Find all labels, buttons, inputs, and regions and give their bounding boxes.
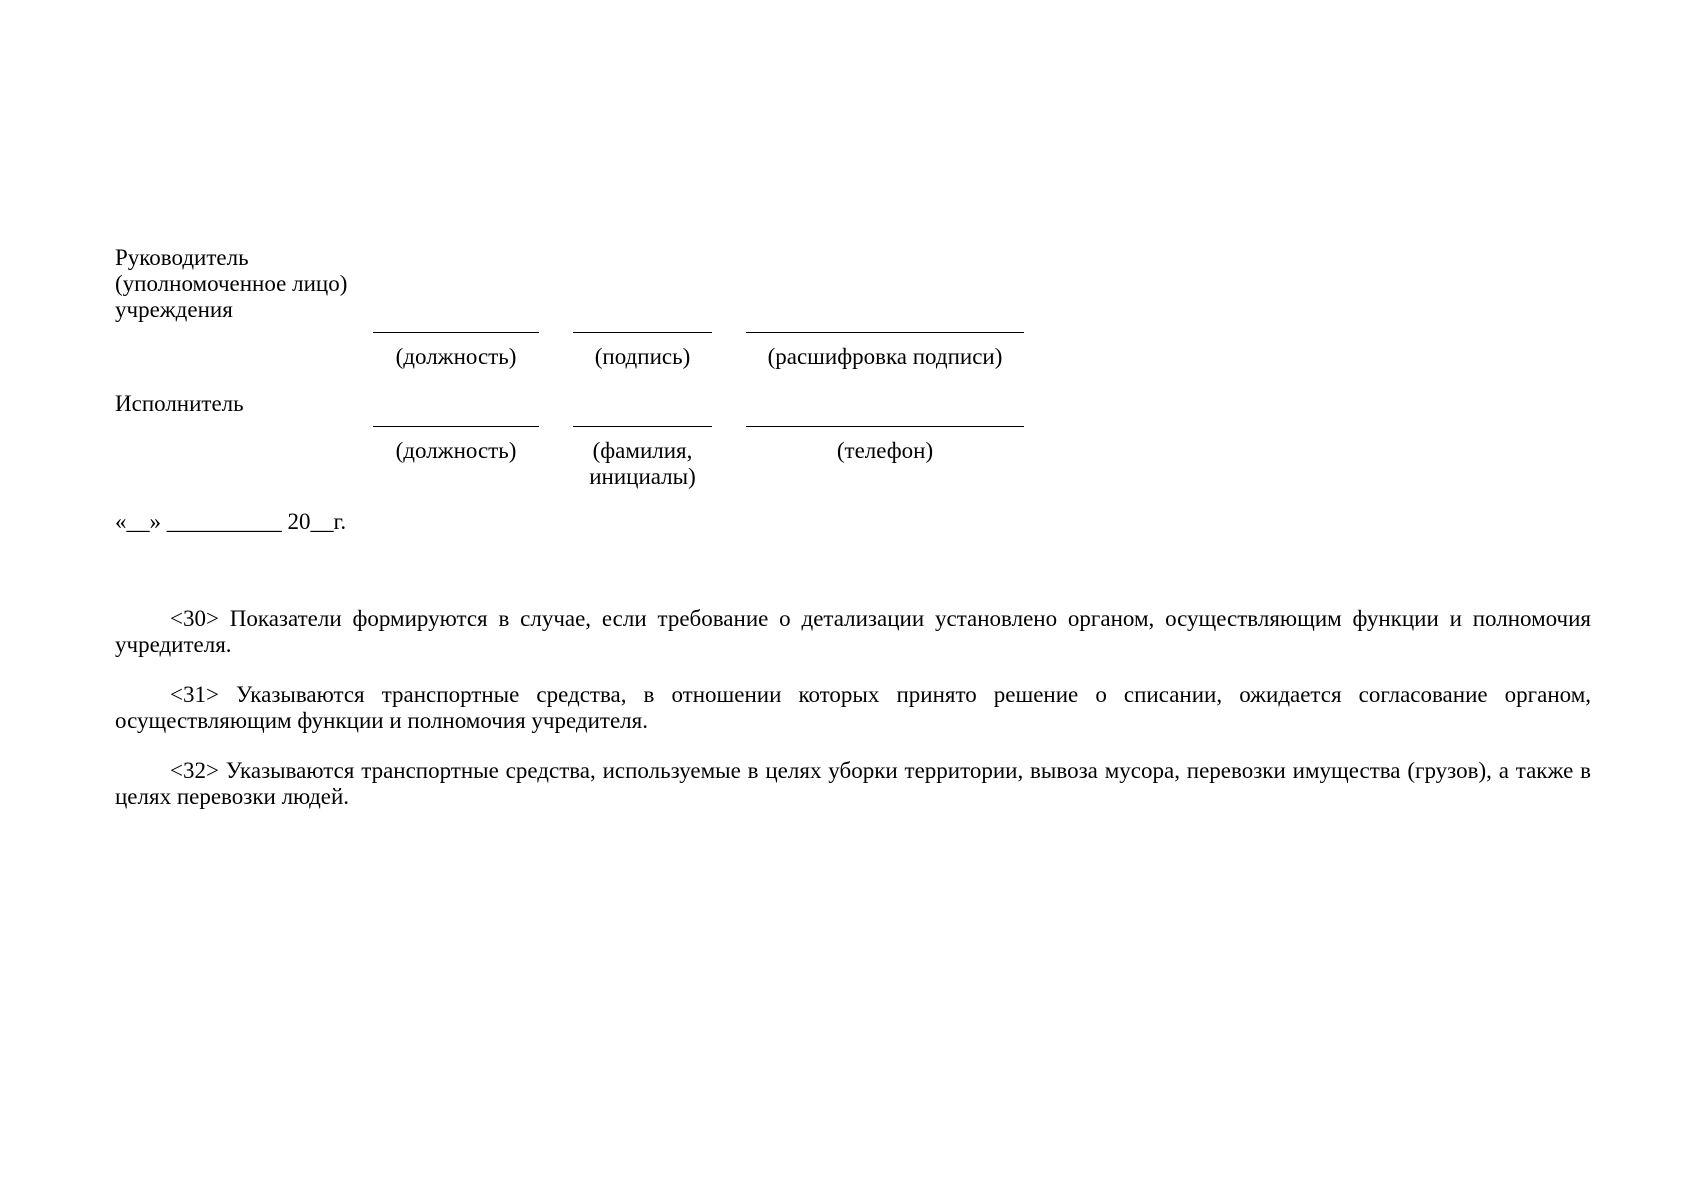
executor-position-line: [373, 426, 539, 427]
executor-phone-caption: (телефон): [836, 438, 934, 463]
head-decoding-caption: (расшифровка подписи): [767, 344, 1003, 369]
head-signature-line: [573, 332, 712, 333]
executor-role-label: Исполнитель: [115, 391, 244, 416]
head-position-line: [373, 332, 539, 333]
footnote-31: <31> Указываются транспортные средства, в отношении которых принято решение о списании, ожидается согласование органом, осуществляющим функции и полномочия учредителя.: [115, 682, 1591, 733]
footnotes: [115, 606, 1591, 834]
head-position-caption: (должность): [395, 344, 517, 369]
footnote-30: <30> Показатели формируются в случае, если требование о детализации установлено органом, осуществляющим функции и полномочия учредителя.: [115, 606, 1591, 657]
head-signature-caption: (подпись): [594, 344, 691, 369]
executor-phone-line: [746, 426, 1024, 427]
executor-name-caption: (фамилия, инициалы): [589, 438, 696, 489]
date-line: «__» __________ 20__г.: [115, 509, 347, 534]
head-role-label: Руководитель (уполномоченное лицо) учреждения: [115, 245, 348, 322]
footnote-32: <32> Указываются транспортные средства, используемые в целях уборки территории, вывоза мусора, перевозки имущества (грузов), а также в целях перевозки людей.: [115, 758, 1591, 809]
executor-name-line: [573, 426, 712, 427]
head-decoding-line: [746, 332, 1024, 333]
executor-position-caption: (должность): [395, 438, 517, 463]
